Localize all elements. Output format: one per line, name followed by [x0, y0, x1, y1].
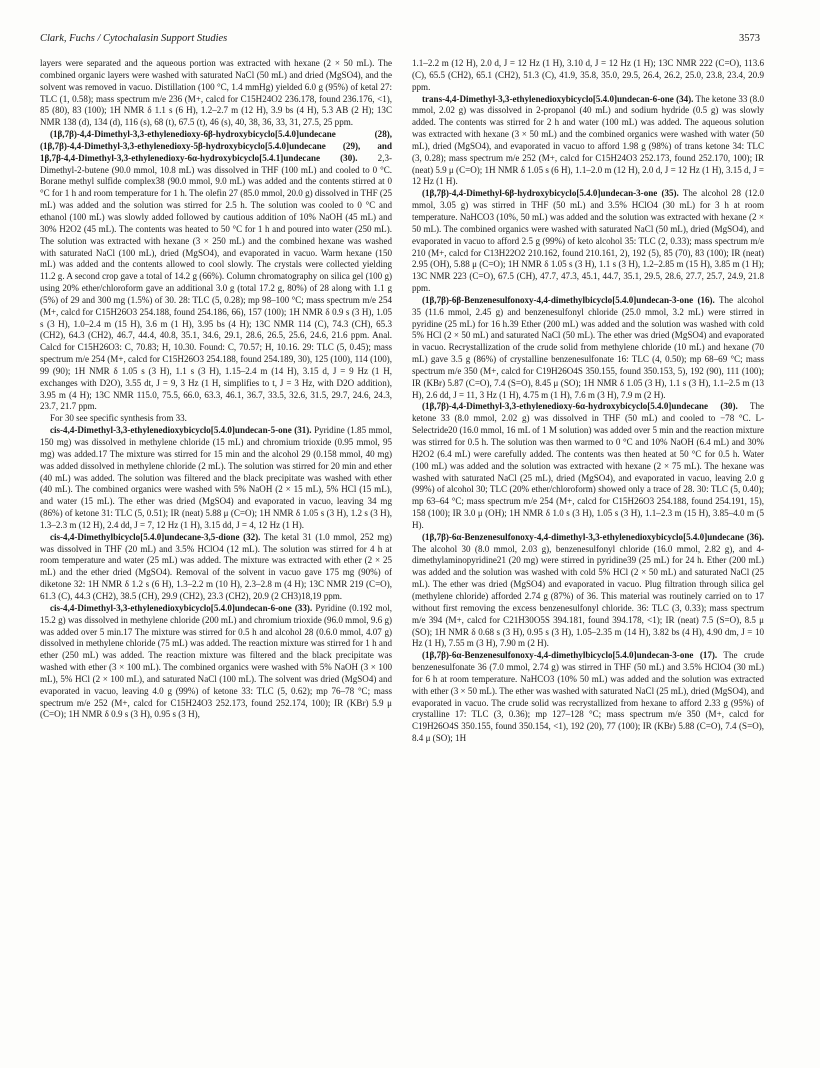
experimental-paragraph	[40, 425, 392, 532]
right-column	[412, 58, 764, 1058]
paragraph-text: The ketone 33 (8.0 mmol, 2.02 g) was dissolved in 2-propanol (40 mL) and sodium hydride (0.5 g) was slowly added. The contents was stirred for 2 h and water (100 mL) was added. The aqueous solution was extracted with hexane (3 × 50 mL) and the combined organics were washed with water (50 mL), dried (MgSO4), and evaporated in vacuo to afford 1.98 g (98%) of trans ketone 34: TLC (3, 0.28); mass spectrum m/e 252 (M+, calcd for C15H24O3 252.173, found 252.170, 100); IR (neat) 5.9 μ (C=O); 1H NMR δ 1.05 s (6 H), 1.1–2.0 m (12 H), 2.0 d, J = 12 Hz (1 H), 3.15 d, J = 12 Hz (1 H).	[412, 93, 764, 187]
experimental-paragraph	[40, 603, 392, 721]
paragraph-text: The alcohol 35 (11.6 mmol, 2.45 g) and benzenesulfonyl chloride (25.0 mmol, 3.2 mL) were stirred in pyridine (25 mL) for 16 h.39 Ether (200 mL) was added and the solution was washed with cold 5% HCl (2 × 50 mL) and saturated NaCl (50 mL). The ether was dried (MgSO4) and evaporated in vacuo. Recrystallization of the crude solid from methylene chloride (10 mL) and hexane (70 mL) gave 3.5 g (86%) of crystalline benzenesulfonate 16: TLC (4, 0.50); mp 68–69 °C; mass spectrum m/e 350 (M+, calcd for C19H26O4S 350.155, found 350.153, 5), 192 (90), 111 (100); IR (KBr) 5.87 (C=O), 7.4 (S=O), 8.45 μ (SO); 1H NMR δ 1.05 (3 H), 1.1 s (3 H), 1.1–2.5 m (13 H), 2.6 dd, J = 11, 3 Hz (1 H), 4.75 m (1 H), 7.6 m (3 H), 7.9 m (2 H).	[412, 294, 764, 400]
compound-heading: (1β,7β)-4,4-Dimethyl-3,3-ethylenedioxy-6α-hydroxybicyclo[5.4.0]undecane (30).	[422, 401, 738, 412]
plain-paragraph: For 30 see specific synthesis from 33.	[50, 413, 187, 424]
compound-heading: cis-4,4-Dimethylbicyclo[5.4.0]undecane-3,5-dione (32).	[50, 531, 261, 542]
page-number: 3573	[739, 33, 760, 44]
paragraph-text: The ketone 33 (8.0 mmol, 2.02 g) was dissolved in THF (50 mL) and cooled to −78 °C. L-Selectride20 (16.0 mmol, 16 mL of 1 M solution) was added over 5 min and the reaction mixture was stirred for 0.5 h. The solution was then warmed to 0 °C and 10% NaOH (6.4 mL) and 30% H2O2 (6.4 mL) were carefully added. The contents was then heated at 50 °C for 0.5 h. Water (100 mL) was added and the solution was extracted with hexane (2 × 75 mL). The hexane was washed with saturated NaCl (25 mL), dried (MgSO4), and evaporated in vacuo, leaving 2.0 g (99%) of alcohol 30; TLC (20% ether/chloroform) showed only a trace of 28. 30: TLC (5, 0.40); mp 63–64 °C; mass spectrum m/e 254 (M+, calcd for C15H26O3 254.188, found 254.191, 15), 158 (100); IR 3.0 μ (OH); 1H NMR δ 1.0 s (3 H), 1.05 s (3 H), 1.1–2.3 m (15 H), 3.85–4.0 m (5 H).	[412, 401, 764, 530]
experimental-paragraph	[40, 532, 392, 603]
running-header	[40, 33, 760, 49]
paragraph-text: The alcohol 28 (12.0 mmol, 3.05 g) was stirred in THF (50 mL) and 3.5% HClO4 (30 mL) for 3 h at room temperature. NaHCO3 (10%, 50 mL) was added and the solution was extracted with hexane (2 × 50 mL). The combined organics were washed with saturated NaCl (50 mL), dried (MgSO4), and evaporated in vacuo to afford 2.5 g (99%) of keto alcohol 35: TLC (2, 0.33); mass spectrum m/e 210 (M+, calcd for C13H22O2 210.162, found 210.161, 2), 192 (5), 85 (70), 83 (100); IR (neat) 2.95 (OH), 5.88 μ (C=O); 1H NMR δ 1.05 s (3 H), 1.1 s (3 H), 1.2–2.85 m (15 H), 3.85 m (1 H); 13C NMR 223 (C=O), 67.5 (CH), 47.7, 47.3, 45.1, 44.7, 35.1, 29.5, 28.6, 27.7, 25.7, 24.9, 21.8 ppm.	[412, 188, 764, 294]
experimental-paragraph	[412, 295, 764, 402]
experimental-paragraph	[40, 129, 392, 413]
running-title: Clark, Fuchs / Cytochalasin Support Studies	[40, 33, 228, 44]
left-column	[40, 58, 392, 1058]
continued-paragraph: 1.1–2.2 m (12 H), 2.0 d, J = 12 Hz (1 H), 3.10 d, J = 12 Hz (1 H); 13C NMR 222 (C=O), 113.6 (C), 65.5 (CH2), 65.1 (CH2), 51.3 (C), 41.9, 35.8, 35.0, 29.5, 26.4, 26.2, 25.0, 23.8, 23.4, 20.9 ppm.	[412, 58, 764, 92]
compound-heading: cis-4,4-Dimethyl-3,3-ethylenedioxybicyclo[5.4.0]undecan-5-one (31).	[50, 425, 312, 436]
experimental-paragraph	[412, 532, 764, 650]
compound-heading: (1β,7β)-6β-Benzenesulfonoxy-4,4-dimethylbicyclo[5.4.0]undecan-3-one (16).	[422, 294, 715, 305]
paragraph-text: The alcohol 30 (8.0 mmol, 2.03 g), benzenesulfonyl chloride (16.0 mmol, 2.82 g), and 4-dimethylaminopyridine21 (20 mg) were stirred in pyridine39 (25 mL) for 24 h. Ether (200 mL) was added and the solution was washed with cold 5% HCl (2 × 50 mL) and saturated NaCl (25 mL). The ether was dried (MgSO4) and evaporated in vacuo. Plug filtration through silica gel (methylene chloride) afforded 2.74 g (87%) of 36. This material was routinely carried on to 17 without first removing the excess benzenesulfonyl chloride. 36: TLC (3, 0.33); mass spectrum m/e 394 (M+, calcd for C21H30O5S 394.181, found 394.178, <1); IR (neat) 7.5 (S=O), 8.5 μ (SO); 1H NMR δ 0.68 s (3 H), 0.95 s (3 H), 1.05–2.35 m (14 H), 3.82 bs (4 H), 4.90 dm, J = 10 Hz (1 H), 7.55 m (3 H), 7.90 m (2 H).	[412, 543, 764, 649]
compound-heading: (1β,7β)-6α-Benzenesulfonoxy-4,4-dimethyl-3,3-ethylenedioxybicyclo[5.4.0]undecane (36).	[422, 531, 764, 542]
paragraph-text: Pyridine (0.192 mol, 15.2 g) was dissolved in methylene chloride (200 mL) and chromium trioxide (96.0 mmol, 9.6 g) was added over 5 min.17 The mixture was stirred for 0.5 h and alcohol 28 (0.6.0 mmol, 4.07 g) dissolved in methylene chloride (75 mL) was added. The reaction mixture was stirred for 1 h and ether (250 mL) was added. The reaction mixture was filtered and the black precipitate was washed with ether (3 × 100 mL). The combined organics were washed with 5% NaOH (3 × 100 mL), 5% HCl (2 × 100 mL), and saturated NaCl (100 mL). The solvent was dried (MgSO4) and evaporated in vacuo, leaving 4.0 g (99%) of ketone 33: TLC (5, 0.62); mp 76–78 °C; mass spectrum m/e 252 (M+, calcd for C15H24O3 252.173, found 252.174, 100); IR (KBr) 5.9 μ (C=O); 1H NMR δ 0.9 s (3 H), 0.95 s (3 H),	[40, 602, 392, 720]
experimental-paragraph	[412, 650, 764, 745]
compound-heading: trans-4,4-Dimethyl-3,3-ethylenedioxybicyclo[5.4.0]undecan-6-one (34).	[422, 93, 694, 104]
experimental-paragraph	[412, 401, 764, 531]
experimental-paragraph	[412, 188, 764, 295]
continued-paragraph: layers were separated and the aqueous portion was extracted with hexane (2 × 50 mL). The combined organic layers were washed with saturated NaCl (50 mL) and dried (MgSO4), and the solvent was removed in vacuo. Distillation (100 °C, 1.4 mmHg) yielded 6.0 g (95%) of ketal 27: TLC (1, 0.58); mass spectrum m/e 236 (M+, calcd for C15H24O2 236.178, found 236.176, <1), 85 (80), 83 (100); 1H NMR δ 1.1 s (6 H), 1.2–2.7 m (12 H), 3.9 bs (4 H), 5.3 AB (2 H); 13C NMR 138 (d), 134 (d), 116 (s), 68 (t), 67.5 (t), 46 (s), 40, 38, 36, 33, 31, 27.5, 25 ppm.	[40, 58, 392, 128]
paragraph-text: Pyridine (1.85 mmol, 150 mg) was dissolved in methylene chloride (15 mL) and chromium trioxide (0.95 mmol, 95 mg) was added.17 The mixture was stirred for 15 min and the alcohol 29 (0.158 mmol, 40 mg) was added dissolved in methylene chloride (2 mL). The solution was stirred for 20 min and ether (40 mL) was added. The solution was filtered and the black precipitate was washed with ether (40 mL). The combined organics were washed with 5% NaOH (2 × 15 mL), 5% HCl (15 mL), and water (15 mL). The ether was dried (MgSO4) and evaporated in vacuo, leaving 34 mg (86%) of ketone 31: TLC (5, 0.51); IR (neat) 5.88 μ (C=O); 1H NMR δ 1.05 s (3 H), 1.2 s (3 H), 1.3–2.3 m (12 H), 2.4 dd, J = 7, 12 Hz (1 H), 3.15 dd, J = 4, 12 Hz (1 H).	[40, 425, 392, 530]
compound-heading: cis-4,4-Dimethyl-3,3-ethylenedioxybicyclo[5.4.0]undecan-6-one (33).	[50, 602, 313, 613]
paragraph-text: The ketal 31 (1.0 mmol, 252 mg) was dissolved in THF (20 mL) and 3.5% HClO4 (12 mL). The solution was stirred for 4 h at room temperature and water (25 mL) was added. The mixture was extracted with ether (2 × 25 mL) and the ether dried (MgSO4). Removal of the solvent in vacuo gave 175 mg (90%) of diketone 32: 1H NMR δ 1.2 s (6 H), 1.3–2.2 m (10 H), 2.3–2.8 m (4 H); 13C NMR 219 (C=O), 61.3 (C), 44.3 (CH2), 38.5 (CH), 29.9 (CH2), 23.3 (CH2), 20.9 (2 CH3)18,19 ppm.	[40, 531, 392, 601]
paragraph-text: The crude benzenesulfonate 36 (7.0 mmol, 2.74 g) was stirred in THF (50 mL) and 3.5% HClO4 (30 mL) for 6 h at room temperature. NaHCO3 (10% 50 mL) was added and the solution was extracted with ether (3 × 50 mL). The ether was washed with saturated NaCl (25 mL), dried (MgSO4), and evaporated in vacuo. The crude solid was recrystallized from hexane to afford 2.33 g (95%) of crystalline 17: TLC (3, 0.36); mp 127–128 °C; mass spectrum m/e 350 (M+, calcd for C19H26O4S 350.155, found 350.154, <1), 192 (20), 77 (100); IR (KBr) 5.88 (C=O), 7.4 (S=O), 8.4 μ (SO); 1H	[412, 650, 764, 744]
compound-heading: (1β,7β)-6α-Benzenesulfonoxy-4,4-dimethylbicyclo[5.4.0]undecan-3-one (17).	[422, 650, 718, 661]
compound-heading: (1β,7β)-4,4-Dimethyl-3,3-ethylenedioxy-6β-hydroxybicyclo[5.4.0]undecane (28), (1β,7β)-4,4-Dimethyl-3,3-ethylenedioxy-5β-hydroxybicyclo[5.4.0]undecane (29), and 1β,7β-4,4-Dimethyl-3,3-ethylenedioxy-6α-hydroxybicyclo[5.4.1]undecane (30).	[40, 129, 392, 163]
compound-heading: (1β,7β)-4,4-Dimethyl-6β-hydroxybicyclo[5.4.0]undecan-3-one (35).	[422, 188, 679, 199]
paragraph-text: 2,3-Dimethyl-2-butene (90.0 mmol, 10.8 mL) was dissolved in THF (100 mL) and cooled to 0 °C. Borane methyl sulfide complex38 (90.0 mmol, 9.0 mL) was added and the contents stirred at 0 °C for 1 h and room temperature for 1 h. The olefin 27 (85.0 mmol, 20.0 g) dissolved in THF (25 mL) was added and the solution was stirred for 2.5 h. The solution was cooled to 0 °C and ethanol (100 mL) was slowly added followed by cautious addition of 10% NaOH (45 mL) and 30% H2O2 (45 mL). The contents was heated to 50 °C for 1 h and poured into water (250 mL). The solution was extracted with hexane (3 × 250 mL) and the combined hexane was washed with saturated NaCl (100 mL), dried (MgSO4), and evaporated in vacuo. Warm hexane (150 mL) was added and the contents allowed to cool slowly. The crystals were collected yielding 11.2 g. A second crop gave a total of 14.2 g (66%). Column chromatography on silica gel (100 g) using 20% ether/chloroform gave an additional 3.0 g (total 17.2 g, 80%) of 28 along with 1.1 g (5%) of 29 and 300 mg (1.5%) of 30. 28: TLC (5, 0.28); mp 98–100 °C; mass spectrum m/e 254 (M+, calcd for C15H26O3 254.188, found 254.186, 66), 157 (100); 1H NMR δ 0.9 s (3 H), 1.05 s (3 H), 1.0–2.4 m (15 H), 3.6 m (1 H), 3.95 bs (4 H); 13C NMR 114 (C), 74.3 (CH), 65.3 (CH2), 64.3 (CH2), 46.7, 44.4, 40.8, 35.1, 34.6, 29.1, 28.6, 26.5, 25.6, 24.6, 21.6 ppm. Anal. Calcd for C15H26O3: C, 70.83; H, 10.30. Found: C, 70.57; H, 10.16. 29: TLC (5, 0.45); mass spectrum m/e 254 (M+, calcd for C15H26O3 254.188, found 254.189, 30), 125 (100), 114 (100), 99 (90); 1H NMR δ 1.05 s (3 H), 1.1 s (3 H), 1.15–2.4 m (14 H), 3.15 d, J = 9 Hz (1 H, exchanges with D2O), 3.55 dt, J = 9, 3 Hz (1 H, simplifies to t, J = 3 Hz, with D2O addition), 3.95 m (4 H); 13C NMR 115.0, 75.5, 66.0, 63.3, 46.1, 36.7, 33.5, 32.6, 31.5, 29.7, 24.6, 24.3, 23.7, 21.7 ppm.	[40, 152, 392, 412]
experimental-paragraph	[412, 94, 764, 189]
